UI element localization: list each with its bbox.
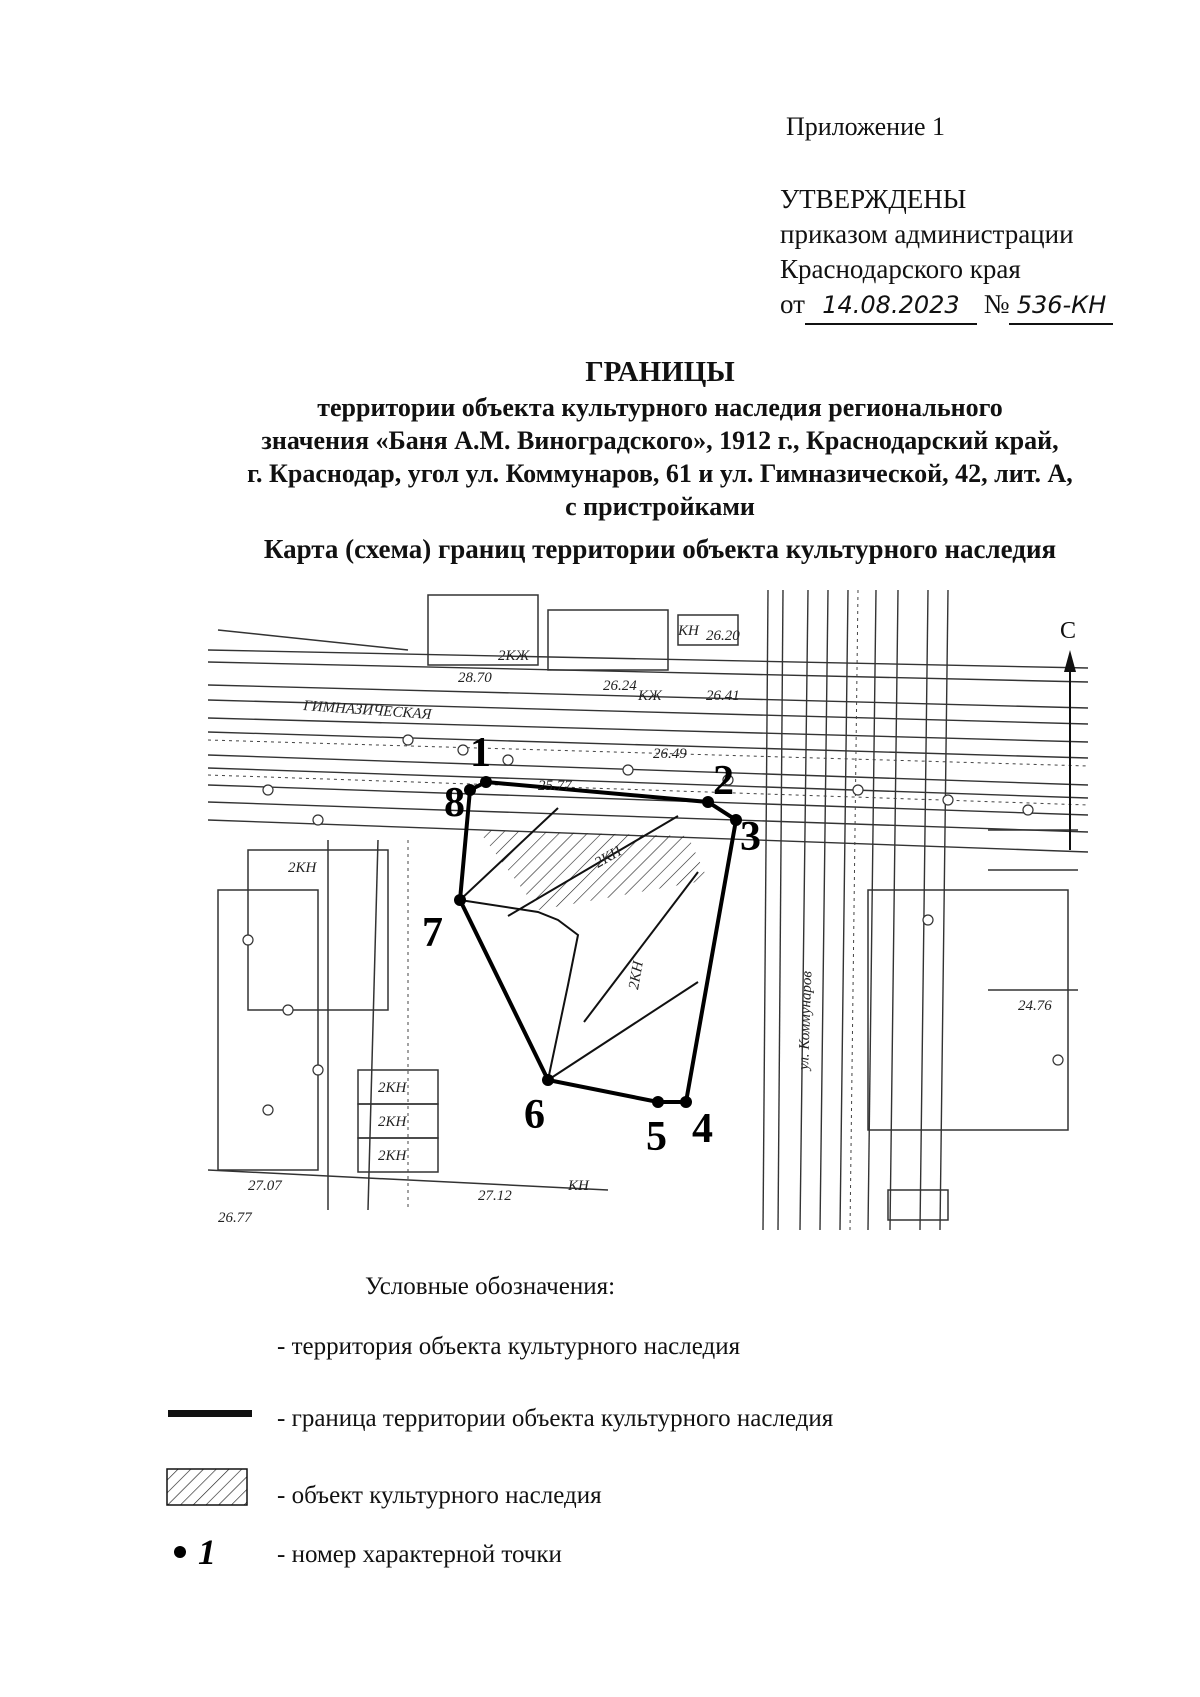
date-prefix: от <box>780 289 805 319</box>
elev-5: 25.77 <box>538 778 572 794</box>
point-symbol-number: 1 <box>198 1532 216 1570</box>
approved-by-line1: приказом администрации <box>780 219 1074 249</box>
north-arrow-icon <box>1055 620 1085 850</box>
label-kh-top: КН <box>678 623 699 639</box>
boundary-line-symbol <box>168 1410 252 1417</box>
title-line-1: территории объекта культурного наследия регионального <box>317 393 1003 422</box>
point-4-label: 4 <box>692 1106 713 1152</box>
label-2kn-west: 2КН <box>288 860 317 876</box>
approved-by-line2: Краснодарского края <box>780 254 1021 284</box>
cadastral-map <box>208 590 1088 1230</box>
legend-object: - объект культурного наследия <box>277 1482 602 1509</box>
point-8-label: 8 <box>444 780 465 826</box>
elev-9: 27.12 <box>478 1188 512 1204</box>
point-6-label: 6 <box>524 1092 545 1138</box>
elev-4: 28.70 <box>458 670 492 686</box>
title-line-2: значения «Баня А.М. Виноградского», 1912 г., Краснодарский край, <box>261 426 1059 455</box>
legend-title: Условные обозначения: <box>365 1273 616 1300</box>
elev-2: 26.41 <box>706 688 740 704</box>
label-2kn-main: 2КН <box>592 843 625 872</box>
point-3-label: 3 <box>740 814 761 860</box>
elev-10: 24.76 <box>1018 998 1052 1014</box>
elev-1: 26.20 <box>706 628 740 644</box>
point-symbol <box>170 1530 240 1570</box>
elev-8: 26.77 <box>218 1210 252 1226</box>
heritage-object-hatch <box>478 830 708 910</box>
legend-point: - номер характерной точки <box>277 1541 562 1568</box>
north-label: С <box>1060 618 1077 644</box>
boundary-points <box>454 776 742 1108</box>
label-2kn-c: 2КН <box>378 1148 407 1164</box>
point-1-label: 1 <box>470 730 491 776</box>
label-2kn-east: 2КН <box>626 960 647 991</box>
utility-markers <box>243 735 1063 1115</box>
point-2-label: 2 <box>713 758 734 804</box>
street-kommunarov-label: ул. Коммунаров <box>796 970 816 1071</box>
point-7-label: 7 <box>422 910 443 956</box>
appendix-label: Приложение 1 <box>786 112 946 141</box>
approval-number: 536-КН <box>1009 288 1113 325</box>
label-2kn-b: 2КН <box>378 1114 407 1130</box>
elev-7: 27.07 <box>248 1178 282 1194</box>
label-kh-bottom: КН <box>568 1178 589 1194</box>
approval-date-row <box>780 287 1113 325</box>
legend-boundary: - граница территории объекта культурного наследия <box>277 1405 834 1432</box>
approval-date: 14.08.2023 <box>805 288 977 325</box>
title-main: ГРАНИЦЫ <box>585 356 735 388</box>
map-svg <box>208 590 1088 1230</box>
label-2kn-a: 2КН <box>378 1080 407 1096</box>
number-prefix: № <box>983 289 1010 319</box>
title-line-4: с пристройками <box>565 492 755 521</box>
elev-6: 26.49 <box>653 746 687 762</box>
legend-territory: - территория объекта культурного наследия <box>277 1333 741 1360</box>
document-title <box>170 356 1150 523</box>
elev-3: 26.24 <box>603 678 637 694</box>
map-caption: Карта (схема) границ территории объекта культурного наследия <box>263 534 1057 564</box>
point-5-label: 5 <box>646 1114 667 1160</box>
hatch-symbol <box>166 1468 248 1506</box>
label-kzh: КЖ <box>638 688 662 704</box>
street-gymnasium-label: ГИМНАЗИЧЕСКАЯ <box>302 698 432 723</box>
approved-heading: УТВЕРЖДЕНЫ <box>780 184 967 214</box>
label-2kzh: 2КЖ <box>498 648 530 664</box>
title-line-3: г. Краснодар, угол ул. Коммунаров, 61 и ул. Гимназической, 42, лит. А, <box>247 459 1073 488</box>
approval-block <box>780 182 1113 325</box>
